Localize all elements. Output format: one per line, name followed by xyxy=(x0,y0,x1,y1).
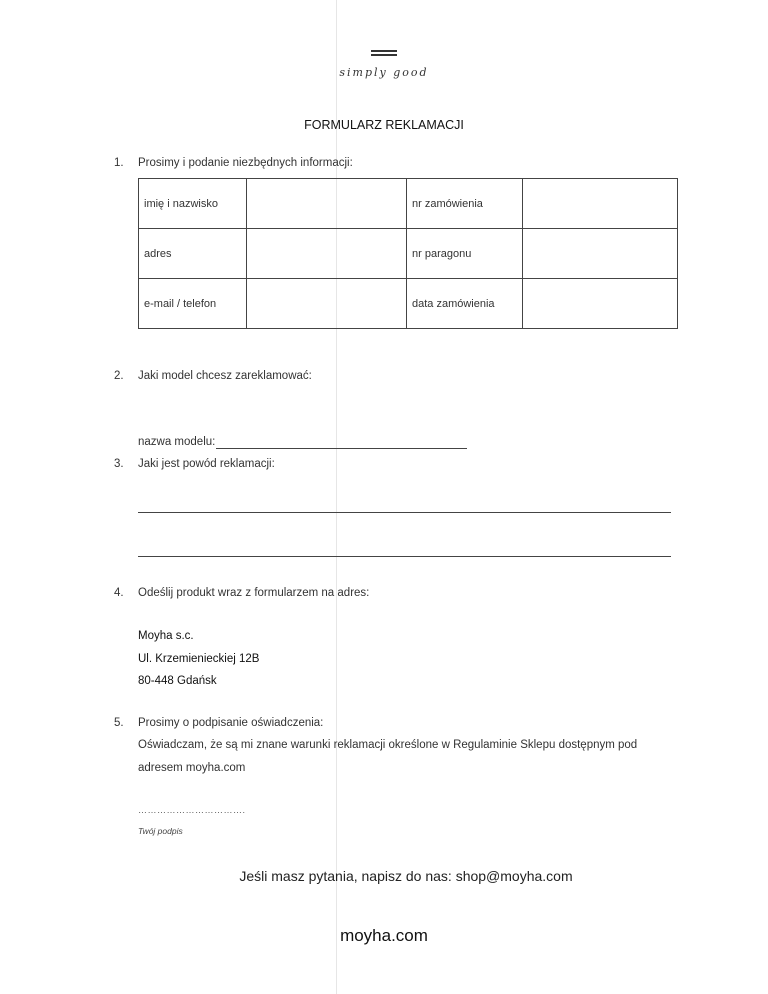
receipt-number-field[interactable] xyxy=(523,229,678,279)
logo-mark-icon xyxy=(371,50,397,56)
brand-logo xyxy=(330,50,438,79)
reason-input-line[interactable] xyxy=(138,512,671,513)
table-row xyxy=(139,229,678,279)
label-cell: adres xyxy=(139,229,247,279)
section-5-number: 5. xyxy=(114,717,124,729)
label-cell: imię i nazwisko xyxy=(139,179,247,229)
address-city: 80-448 Gdańsk xyxy=(138,675,217,687)
label-cell: nr zamówienia xyxy=(407,179,523,229)
section-3-text: Jaki jest powód reklamacji: xyxy=(138,458,275,470)
label-cell: e-mail / telefon xyxy=(139,279,247,329)
signature-line[interactable]: ……………………………. xyxy=(138,805,246,815)
contact-line: Jeśli masz pytania, napisz do nas: shop@moyha.com xyxy=(239,868,573,884)
statement-line: adresem moyha.com xyxy=(138,762,246,774)
section-4-number: 4. xyxy=(114,587,124,599)
order-number-field[interactable] xyxy=(523,179,678,229)
address-company: Moyha s.c. xyxy=(138,630,194,642)
logo-tagline: simply good xyxy=(339,66,429,79)
section-2-number: 2. xyxy=(114,370,124,382)
section-1-number: 1. xyxy=(114,157,124,169)
label-cell: nr paragonu xyxy=(407,229,523,279)
signature-label: Twój podpis xyxy=(138,826,183,836)
website-footer: moyha.com xyxy=(340,926,428,945)
section-3-number: 3. xyxy=(114,458,124,470)
order-date-field[interactable] xyxy=(523,279,678,329)
section-5-text: Prosimy o podpisanie oświadczenia: xyxy=(138,717,324,729)
email-phone-field[interactable] xyxy=(247,279,407,329)
section-1-text: Prosimy i podanie niezbędnych informacji: xyxy=(138,157,353,169)
model-name-input-line[interactable] xyxy=(216,448,467,449)
model-name-label: nazwa modelu: xyxy=(138,436,216,448)
label-cell: data zamówienia xyxy=(407,279,523,329)
statement-line: Oświadczam, że są mi znane warunki reklamacji określone w Regulaminie Sklepu dostępnym pod xyxy=(138,739,638,751)
name-field[interactable] xyxy=(247,179,407,229)
table-row xyxy=(139,179,678,229)
reason-input-line[interactable] xyxy=(138,556,671,557)
section-4-text: Odeślij produkt wraz z formularzem na adres: xyxy=(138,587,370,599)
customer-info-table xyxy=(138,178,678,329)
address-field[interactable] xyxy=(247,229,407,279)
form-title: FORMULARZ REKLAMACJI xyxy=(304,118,464,132)
section-2-text: Jaki model chcesz zareklamować: xyxy=(138,370,312,382)
table-row xyxy=(139,279,678,329)
address-street: Ul. Krzemienieckiej 12B xyxy=(138,653,260,665)
page-fold-line xyxy=(336,0,337,994)
